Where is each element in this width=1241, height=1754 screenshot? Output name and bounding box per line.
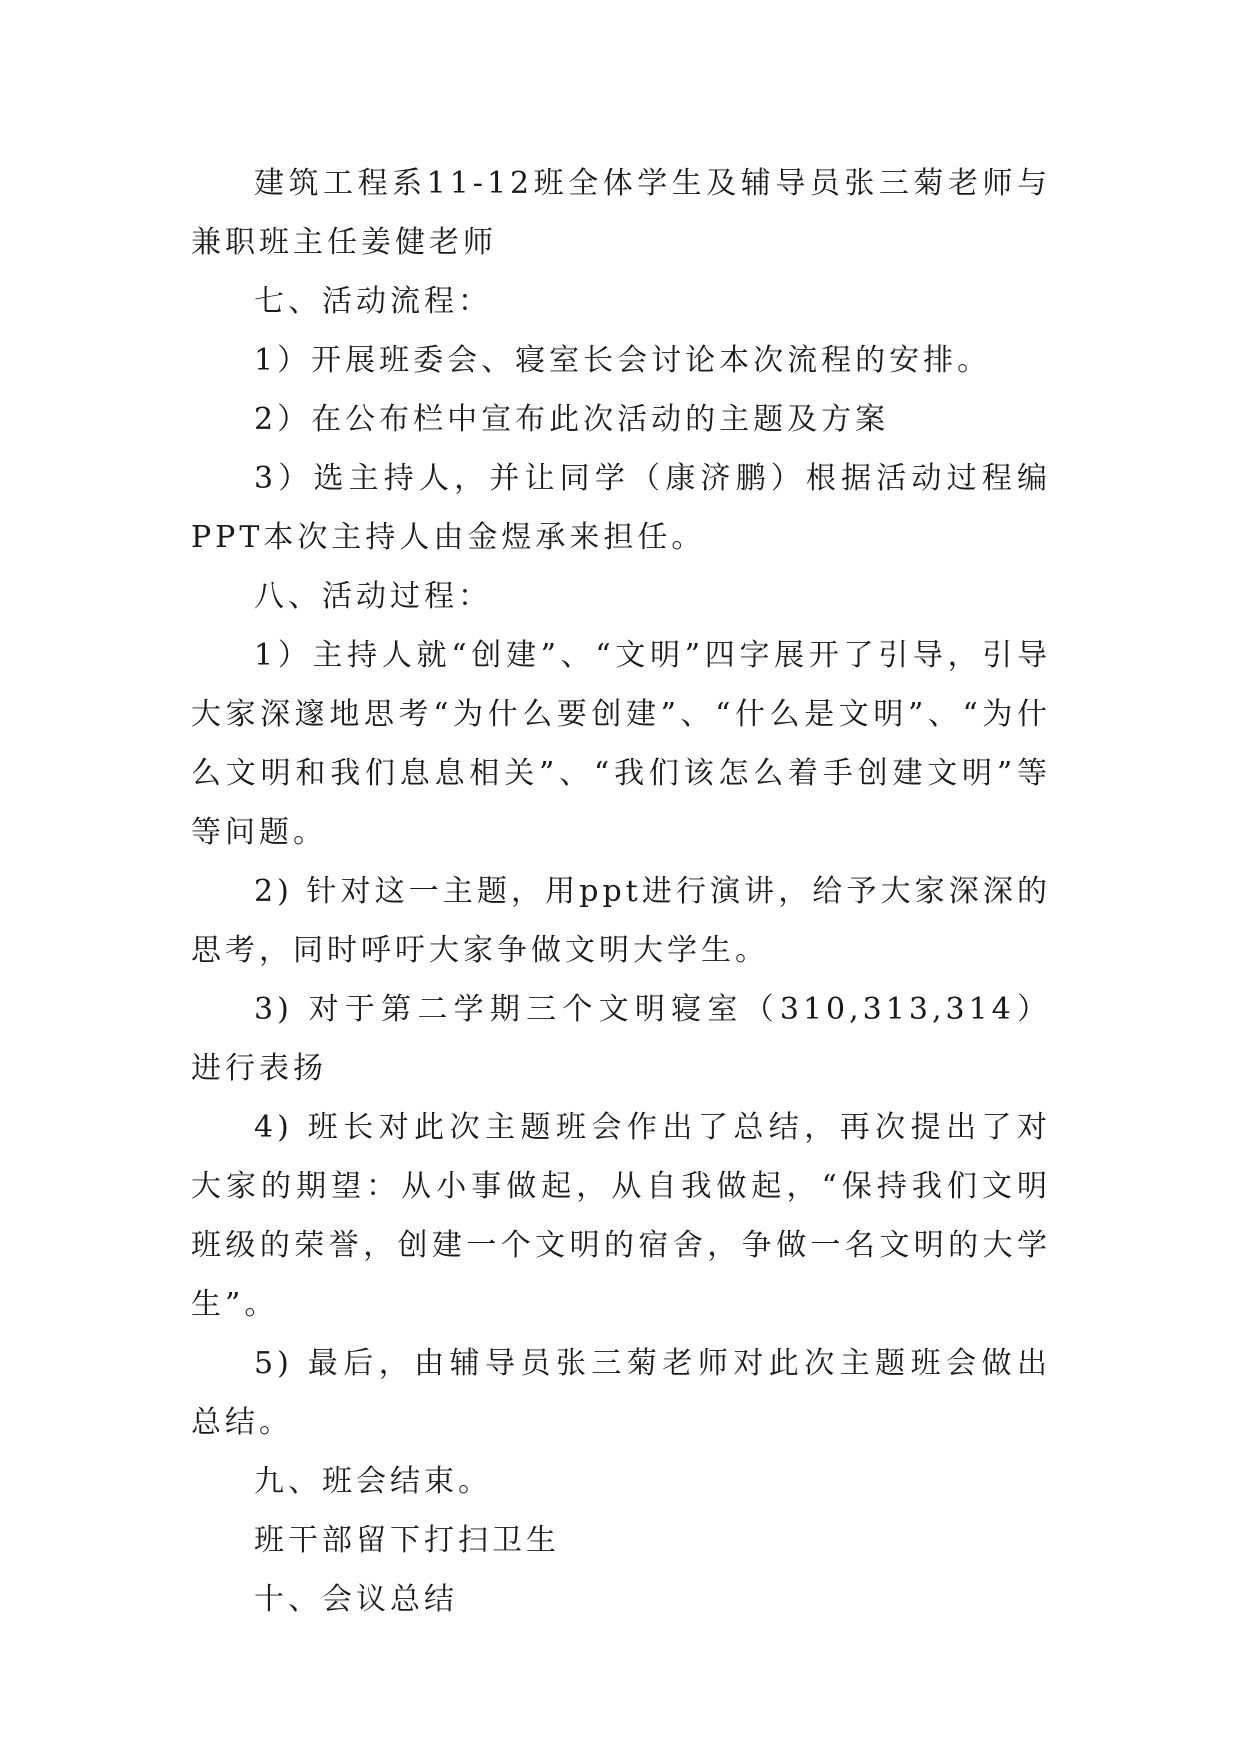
list-item: 3) 对于第二学期三个文明寝室（310,313,314）进行表扬 [191,992,1051,1086]
section-heading-activity-flow: 七、活动流程： [254,284,492,319]
section-heading-meeting-summary: 十、会议总结 [254,1582,458,1617]
list-item: 5) 最后，由辅导员张三菊老师对此次主题班会做出总结。 [191,1346,1051,1440]
list-item: 3）选主持人，并让同学（康济鹏）根据活动过程编PPT本次主持人由金煜承来担任。 [191,461,1051,555]
section-heading-activity-process: 八、活动过程： [254,579,492,614]
list-item: 1）主持人就“创建”、“文明”四字展开了引导，引导大家深邃地思考“为什么要创建”、“什么是文明”、“为什么文明和我们息息相关”、“我们该怎么着手创建文明”等等问题。 [191,638,1051,850]
list-item: 4) 班长对此次主题班会作出了总结，再次提出了对大家的期望：从小事做起，从自我做起，“保持我们文明班级的荣誉，创建一个文明的宿舍，争做一名文明的大学生”。 [191,1110,1051,1322]
list-item: 2）在公布栏中宣布此次活动的主题及方案 [254,402,890,437]
paragraph-cleanup: 班干部留下打扫卫生 [254,1523,560,1558]
section-heading-meeting-end: 九、班会结束。 [254,1464,492,1499]
document-body [191,154,1051,1629]
list-item: 2) 针对这一主题，用ppt进行演讲，给予大家深深的思考，同时呼吁大家争做文明大学生。 [191,874,1051,968]
paragraph-participants: 建筑工程系11-12班全体学生及辅导员张三菊老师与兼职班主任姜健老师 [191,166,1051,260]
list-item: 1）开展班委会、寝室长会讨论本次流程的安排。 [254,343,992,378]
